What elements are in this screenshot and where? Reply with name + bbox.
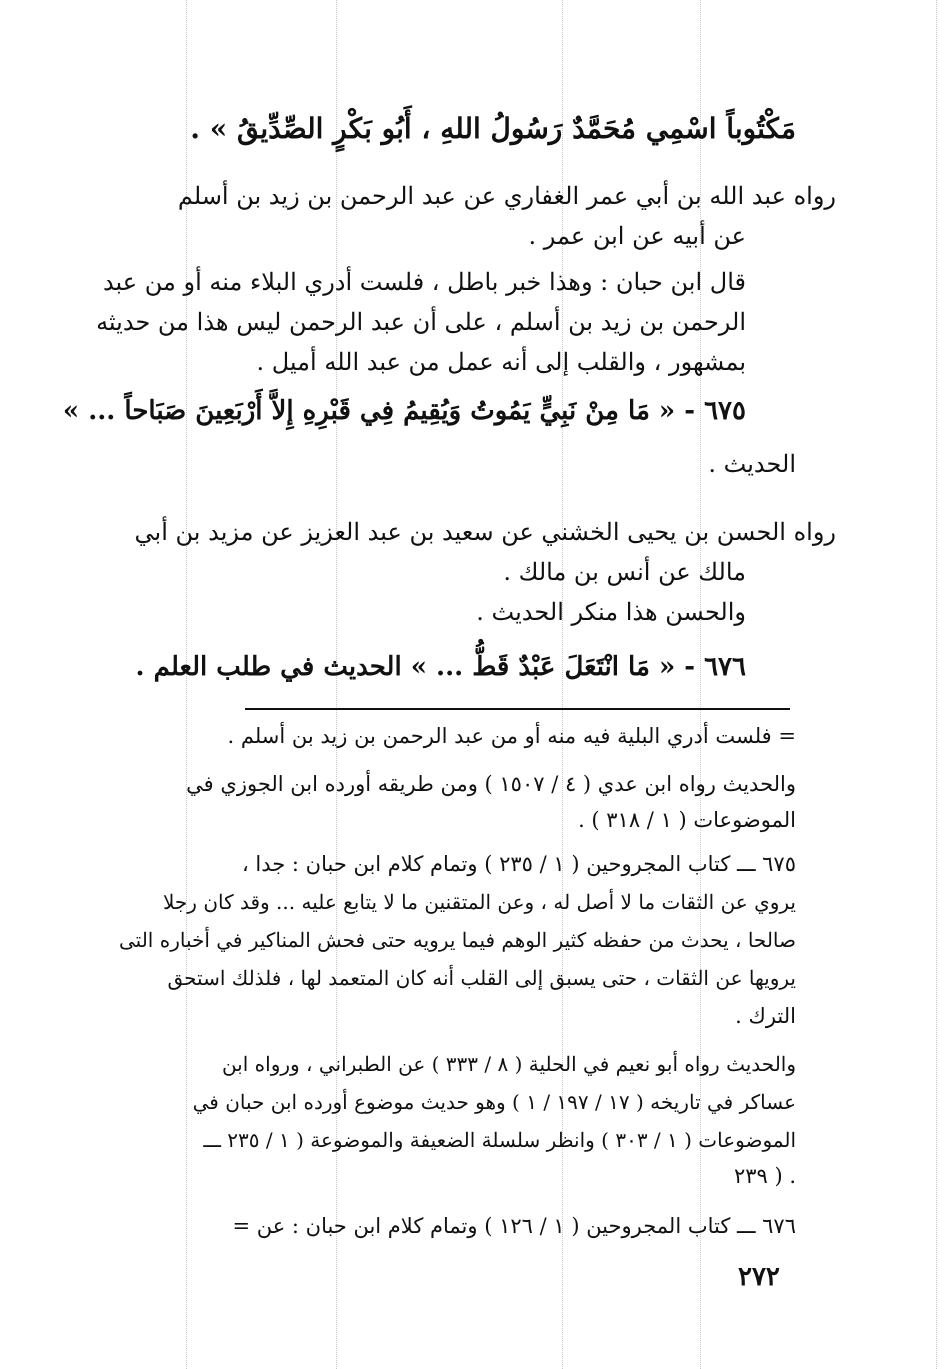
body-line: قال ابن حبان : وهذا خبر باطل ، فلست أدري البلاء منه أو من عبد [102, 268, 746, 296]
footnote-line: يروي عن الثقات ما لا أصل له ، وعن المتقنين ما لا يتابع عليه ... وقد كان رجلا [163, 890, 796, 914]
footnote-line: ٢٣٩ ) . [733, 1164, 796, 1188]
heading-continuation: مَكْتُوباً اسْمِي مُحَمَّدٌ رَسُولُ اللهِ ، أَبُو بَكْرٍ الصِّدِّيقُ » . [190, 112, 796, 145]
footnote-line: والحديث رواه أبو نعيم في الحلية ( ٨ / ٣٣٣ ) عن الطبراني ، ورواه ابن [221, 1052, 796, 1076]
footnote-line: الموضوعات ( ١ / ٣١٨ ) . [578, 808, 796, 832]
footnote-line: والحديث رواه ابن عدي ( ٤ / ١٥٠٧ ) ومن طريقه أورده ابن الجوزي في [186, 772, 796, 796]
body-line: رواه الحسن بن يحيى الخشني عن سعيد بن عبد العزيز عن مزيد بن أبي [134, 518, 836, 546]
footnote-line: الموضوعات ( ١ / ٣٠٣ ) وانظر سلسلة الضعيفة والموضوعة ( ١ / ٢٣٥ ـــ [203, 1128, 796, 1152]
body-line: الحديث . [708, 450, 796, 478]
body-line: الرحمن بن زيد بن أسلم ، على أن عبد الرحمن ليس هذا من حديثه [96, 308, 746, 336]
body-line: والحسن هذا منكر الحديث . [476, 598, 746, 626]
footnote-line: ٦٧٦ ـــ كتاب المجروحين ( ١ / ١٢٦ ) وتمام كلام ابن حبان : عن = [232, 1214, 796, 1238]
footnote-separator [245, 708, 790, 710]
body-line: رواه عبد الله بن أبي عمر الغفاري عن عبد الرحمن بن زيد بن أسلم [177, 182, 836, 210]
footnote-line: صالحا ، يحدث من حفظه كثير الوهم فيما يرويه حتى فحش المناكير في أخباره التى [119, 928, 796, 952]
body-line: مالك عن أنس بن مالك . [503, 558, 746, 586]
footnote-line: الترك . [735, 1004, 796, 1028]
footnote-line: عساكر في تاريخه ( ١٧ / ١٩٧ / ١ ) وهو حديث موضوع أورده ابن حبان في [192, 1090, 796, 1114]
body-line: عن أبيه عن ابن عمر . [528, 222, 746, 250]
page-number: ٢٧٢ [738, 1262, 780, 1292]
hadith-675-heading: ٦٧٥ - « مَا مِنْ نَبِيٍّ يَمُوتُ وَيُقِيمُ فِي قَبْرِهِ إِلاَّ أَرْبَعِينَ صَبَاحاً ... » [62, 396, 746, 426]
scan-guide-line [936, 0, 937, 1369]
body-line: بمشهور ، والقلب إلى أنه عمل من عبد الله أميل . [256, 348, 746, 376]
footnote-line: يرويها عن الثقات ، حتى يسبق إلى القلب أنه كان المتعمد لها ، فلذلك استحق [167, 966, 796, 990]
footnote-line: = فلست أدري البلية فيه منه أو من عبد الرحمن بن زيد بن أسلم . [227, 724, 796, 748]
hadith-676-heading: ٦٧٦ - « مَا انْتَعَلَ عَبْدٌ قَطُّ ... » الحديث في طلب العلم . [135, 652, 746, 682]
footnote-line: ٦٧٥ ـــ كتاب المجروحين ( ١ / ٢٣٥ ) وتمام كلام ابن حبان : جدا ، [241, 852, 796, 876]
